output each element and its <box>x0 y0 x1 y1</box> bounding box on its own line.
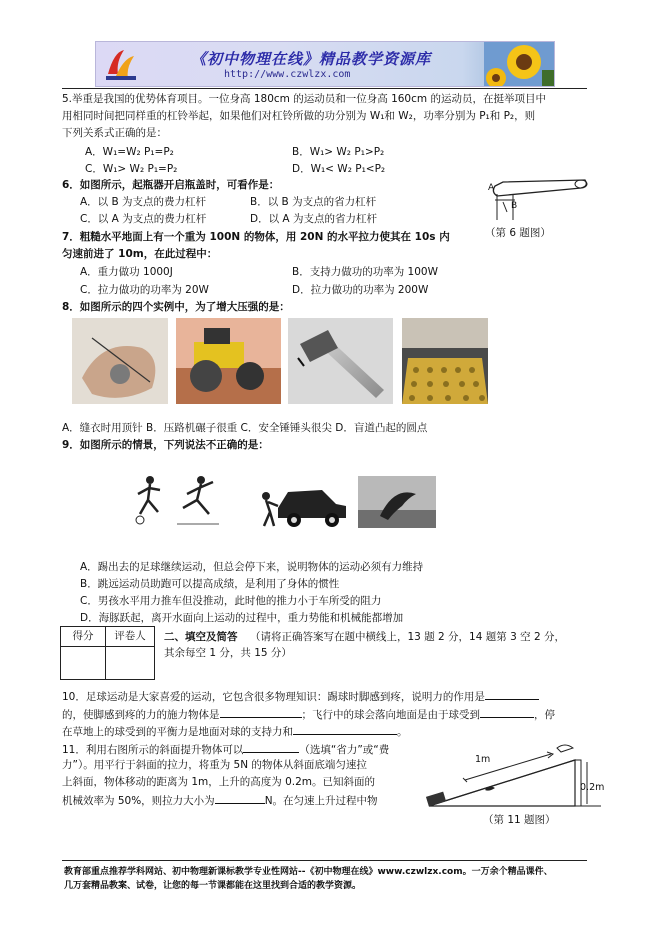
q5-line3: 下列关系式正确的是： <box>62 127 167 139</box>
q5-option-a: A．W₁=W₂ P₁=P₂ <box>85 146 174 158</box>
q7-option-b: B．支持力做功的功率为 100W <box>292 266 438 278</box>
grader-label: 评卷人 <box>106 627 154 647</box>
q7-option-c: C．拉力做功的功率为 20W <box>80 284 209 296</box>
football-kick-figure <box>130 474 170 526</box>
q11-text-4: 机械效率为 50%，则拉力大小为 <box>62 795 215 807</box>
site-logo <box>100 44 140 84</box>
q11-line2: 力”）。用平行于斜面的拉力，将重为 5N 的物体从斜面底端匀速拉 <box>62 759 367 771</box>
q10-blank-1[interactable] <box>485 688 539 700</box>
q10-text-6: 。 <box>397 726 408 738</box>
q6-label-a: A <box>488 183 495 193</box>
footer-line1: 教育部重点推荐学科网站、初中物理新课标教学专业性网站--《初中物理在线》www.czwlzx.com。一万余个精品课件、 <box>64 867 553 877</box>
q10-text-5: 在草地上的球受到的平衡力是地面对球的支持力和 <box>62 726 293 738</box>
q10-line2 <box>62 706 555 723</box>
tactile-paving-photo <box>402 318 488 404</box>
q9-option-d: D．海豚跃起，离开水面向上运动的过程中，重力势能和机械能都增加 <box>80 612 404 624</box>
q6-option-b: B．以 B 为支点的省力杠杆 <box>250 196 377 208</box>
q6-option-d: D．以 A 为支点的省力杠杆 <box>250 213 377 225</box>
q10-text-1: 10．足球运动是大家喜爱的运动，它包含很多物理知识：踢球时脚感到疼，说明力的作用是 <box>62 691 485 703</box>
q10-text-2: 的，使脚感到疼的力的施力物体是 <box>62 709 220 721</box>
bottle-opener-figure <box>485 172 593 224</box>
q7-line1: 7．粗糙水平地面上有一个重为 100N 的物体，用 20N 的水平拉力使其在 10s 内 <box>62 231 450 243</box>
q10-blank-4[interactable] <box>293 723 397 735</box>
thimble-photo <box>72 318 168 404</box>
score-table <box>60 626 155 680</box>
q5-option-d: D．W₁< W₂ P₁<P₂ <box>292 163 386 175</box>
section2-instructions-1: （请将正确答案写在题中横线上，13 题 2 分，14 题第 3 空 2 分， <box>250 631 565 643</box>
q11-line1 <box>62 741 389 758</box>
q9-stem: 9．如图所示的情景，下列说法不正确的是： <box>62 439 269 451</box>
section2-title: 二、填空及简答 <box>164 631 238 643</box>
q7-option-d: D．拉力做功的功率为 200W <box>292 284 429 296</box>
banner-title: 《初中物理在线》精品教学资源库 <box>191 50 432 68</box>
q6-option-c: C．以 A 为支点的费力杠杆 <box>80 213 207 225</box>
score-label: 得分 <box>61 627 106 647</box>
header-banner <box>95 41 555 87</box>
q10-text-3: ；飞行中的球会落向地面是由于球受到 <box>301 709 480 721</box>
safety-hammer-photo <box>288 318 393 404</box>
incline-figure <box>425 738 605 812</box>
q8-stem: 8．如图所示的四个实例中，为了增大压强的是： <box>62 301 290 313</box>
sunflower-image <box>484 42 554 86</box>
q10-line1 <box>62 688 539 705</box>
q11-blank-2[interactable] <box>215 792 265 804</box>
score-cell <box>61 647 106 679</box>
q11-text-5: N。在匀速上升过程中物 <box>264 795 378 807</box>
q11-text-2: （选填“省力”或“费 <box>299 744 390 756</box>
q6-stem: 6．如图所示，起瓶器开启瓶盖时，可看作是： <box>62 179 280 191</box>
q9-option-a: A．踢出去的足球继续运动，但总会停下来，说明物体的运动必须有力维持 <box>80 561 424 573</box>
q5-option-b: B．W₁> W₂ P₁>P₂ <box>292 146 385 158</box>
q10-line3 <box>62 723 408 740</box>
banner-url[interactable]: http://www.czwlzx.com <box>224 69 351 80</box>
q11-line4 <box>62 792 378 809</box>
section2-instructions-2: 其余每空 1 分，共 15 分） <box>164 647 292 659</box>
q5-line1: 5.举重是我国的优势体育项目。一位身高 180cm 的运动员和一位身高 160cm 的运动员，在挺举项目中 <box>62 93 546 105</box>
q11-line3: 上斜面，物体移动的距离为 1m，上升的高度为 0.2m。已知斜面的 <box>62 776 376 788</box>
push-car-figure <box>256 478 348 530</box>
q10-text-4: ，停 <box>534 709 555 721</box>
header-rule <box>62 88 587 89</box>
q8-options: A．缝衣时用顶针 B．压路机碾子很重 C．安全锤锤头很尖 D．盲道凸起的圆点 <box>62 422 428 434</box>
q5-line2: 用相同时间把同样重的杠铃举起，如果他们对杠铃所做的功分别为 W₁和 W₂，功率分别为 P₁和 P₂，则 <box>62 110 536 122</box>
road-roller-photo <box>176 318 281 404</box>
q11-length-label: 1m <box>475 754 491 765</box>
q6-label-b: B <box>511 201 518 211</box>
q11-caption: （第 11 题图） <box>483 814 556 826</box>
q6-option-a: A．以 B 为支点的费力杠杆 <box>80 196 207 208</box>
long-jump-figure <box>175 474 221 528</box>
q9-option-b: B．跳远运动员助跑可以提高成绩，是利用了身体的惯性 <box>80 578 340 590</box>
q7-line2: 匀速前进了 10m，在此过程中： <box>62 248 218 260</box>
q10-blank-3[interactable] <box>480 706 534 718</box>
q6-caption: （第 6 题图） <box>485 227 551 239</box>
dolphin-photo <box>358 476 436 528</box>
q5-option-c: C．W₁> W₂ P₁=P₂ <box>85 163 178 175</box>
q10-blank-2[interactable] <box>220 706 302 718</box>
q11-text-1: 11．利用右图所示的斜面提升物体可以 <box>62 744 244 756</box>
q7-option-a: A．重力做功 1000J <box>80 266 173 278</box>
footer-line2: 几万套精品教案、试卷，让您的每一节课都能在这里找到合适的教学资源。 <box>64 881 362 891</box>
q11-blank-1[interactable] <box>243 741 299 753</box>
q9-option-c: C．男孩水平用力推车但没推动，此时他的推力小于车所受的阻力 <box>80 595 382 607</box>
footer-rule <box>62 860 587 861</box>
q11-height-label: 0.2m <box>580 782 605 793</box>
